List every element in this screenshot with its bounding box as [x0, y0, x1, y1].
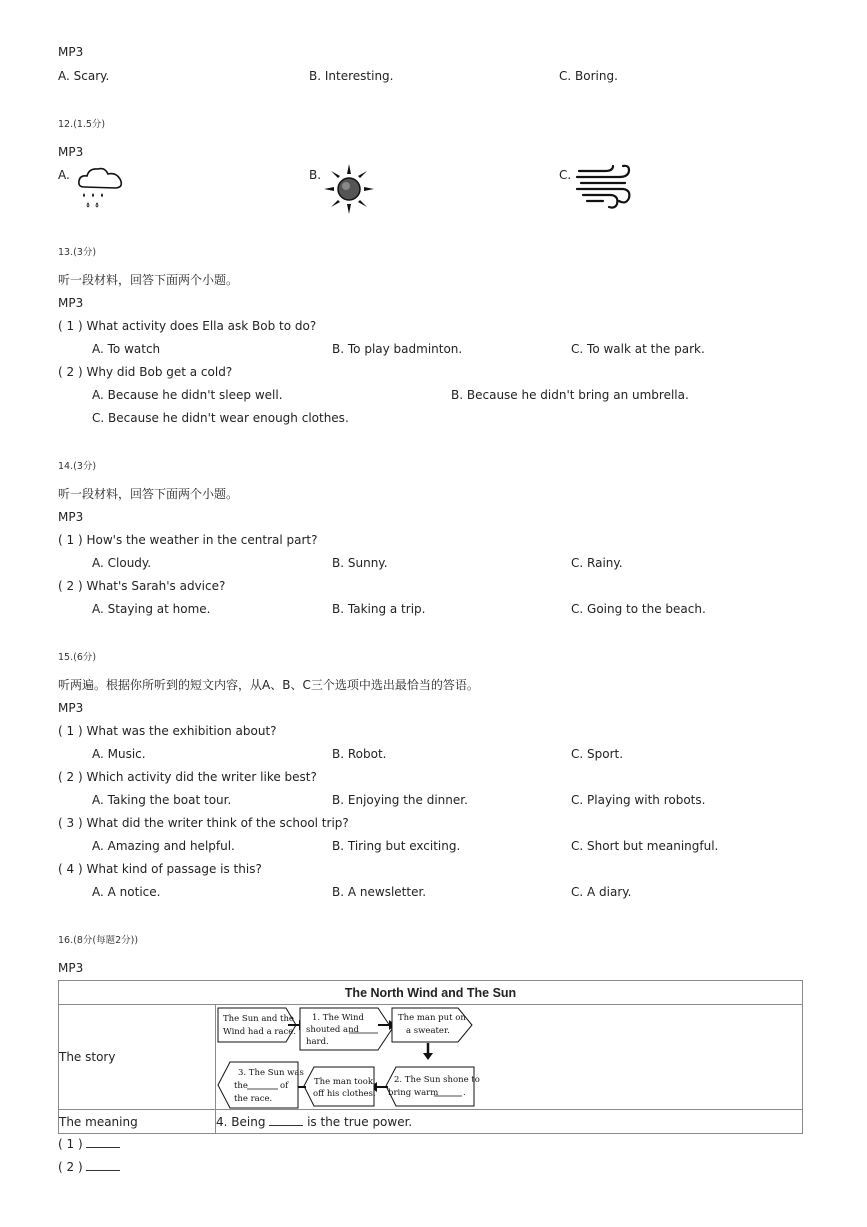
story-flowchart-cell [216, 1005, 803, 1110]
flow-text: 3. The Sun was [238, 1068, 304, 1078]
option-b[interactable]: B. Tiring but exciting. [332, 839, 461, 853]
mp3-label[interactable]: MP3 [58, 45, 84, 59]
row-label-story: The story [59, 1005, 216, 1110]
flow-text: hard. [306, 1037, 329, 1047]
mp3-label[interactable]: MP3 [58, 145, 84, 159]
option-c[interactable]: C. Playing with robots. [571, 793, 706, 807]
option-c[interactable]: C. Going to the beach. [571, 602, 706, 616]
mp3-label[interactable]: MP3 [58, 701, 84, 715]
flow-box-5 [304, 1067, 376, 1106]
flow-text: off his clothes. [313, 1089, 376, 1099]
instruction-text: 听一段材料，回答下面两个小题。 [58, 273, 239, 287]
option-b[interactable]: B. Enjoying the dinner. [332, 793, 468, 807]
option-b[interactable]: B. Sunny. [332, 556, 388, 570]
sun-icon [324, 162, 374, 216]
answer-blank-2[interactable] [86, 1159, 120, 1171]
answer-line-1 [58, 1136, 120, 1152]
option-c[interactable]: C. Short but meaningful. [571, 839, 719, 853]
sub-question: ( 4 ) What kind of passage is this? [58, 862, 262, 876]
option-b[interactable] [309, 68, 394, 84]
flow-text: bring warm [388, 1088, 439, 1098]
flow-text: of [280, 1081, 289, 1091]
question-number: 16.(8分(每题2分)) [58, 935, 139, 946]
meaning-text-before: 4. Being [216, 1115, 266, 1129]
row-label-meaning: The meaning [59, 1110, 216, 1134]
answer-label: ( 2 ) [58, 1160, 83, 1174]
flow-box-3 [392, 1008, 472, 1042]
flow-box-1 [218, 1008, 296, 1042]
mp3-label[interactable]: MP3 [58, 510, 84, 524]
option-c[interactable]: C. To walk at the park. [571, 342, 705, 356]
option-a[interactable]: A. Cloudy. [92, 556, 152, 570]
story-flowchart [216, 1005, 802, 1109]
option-b[interactable]: B. Taking a trip. [332, 602, 426, 616]
flow-text: The Sun and the [223, 1014, 294, 1024]
option-c[interactable] [559, 68, 618, 84]
option-a[interactable]: A. To watch [92, 342, 161, 356]
flow-text: The man put on [398, 1013, 466, 1023]
flow-text: Wind had a race. [223, 1027, 297, 1037]
flow-text: the race. [234, 1094, 273, 1104]
option-b[interactable]: B. To play badminton. [332, 342, 463, 356]
arrow-down-icon [423, 1043, 433, 1060]
sub-question: ( 2 ) Why did Bob get a cold? [58, 365, 233, 379]
answer-blank-1[interactable] [86, 1136, 120, 1148]
answer-line-2 [58, 1159, 120, 1175]
option-a[interactable]: A. Taking the boat tour. [92, 793, 232, 807]
answer-label: ( 1 ) [58, 1137, 83, 1151]
sub-question: ( 3 ) What did the writer think of the school trip? [58, 816, 349, 830]
instruction-text: 听两遍。根据你所听到的短文内容，从A、B、C三个选项中选出最恰当的答语。 [58, 678, 479, 692]
answer-blank-4[interactable] [269, 1114, 303, 1126]
option-text: Interesting. [324, 69, 394, 83]
option-c[interactable]: C. Sport. [571, 747, 624, 761]
option-c-letter[interactable]: C. [559, 168, 572, 182]
flow-text: 2. The Sun shone to [394, 1075, 480, 1085]
option-a[interactable]: A. Music. [92, 747, 146, 761]
wind-icon [575, 163, 633, 211]
option-b[interactable]: B. A newsletter. [332, 885, 427, 899]
sub-question: ( 2 ) What's Sarah's advice? [58, 579, 226, 593]
option-a[interactable]: A. Amazing and helpful. [92, 839, 235, 853]
option-c[interactable]: C. A diary. [571, 885, 632, 899]
option-a[interactable]: A. Staying at home. [92, 602, 211, 616]
option-c[interactable]: C. Because he didn't wear enough clothes. [92, 411, 349, 425]
table-title: The North Wind and The Sun [59, 981, 803, 1005]
option-letter: C. [559, 69, 572, 83]
option-a[interactable] [58, 68, 109, 84]
sub-question: ( 1 ) What was the exhibition about? [58, 724, 277, 738]
instruction-text: 听一段材料，回答下面两个小题。 [58, 487, 239, 501]
flow-text: a sweater. [406, 1026, 450, 1036]
meaning-cell [216, 1110, 803, 1134]
flow-text: shouted and [306, 1025, 360, 1035]
svg-text:.: . [463, 1088, 466, 1098]
question-number: 12.(1.5分) [58, 119, 106, 130]
mp3-label[interactable]: MP3 [58, 961, 84, 975]
question-number: 14.(3分) [58, 461, 97, 472]
flow-text: 1. The Wind [312, 1013, 364, 1023]
flow-text: the [234, 1081, 248, 1091]
option-b-letter[interactable]: B. [309, 168, 322, 182]
story-table [58, 980, 803, 1134]
option-a[interactable]: A. Because he didn't sleep well. [92, 388, 283, 402]
sub-question: ( 1 ) How's the weather in the central part? [58, 533, 318, 547]
option-letter: B. [309, 69, 322, 83]
flow-box-4 [386, 1067, 480, 1106]
question-number: 15.(6分) [58, 652, 97, 663]
flow-text: The man took [314, 1077, 373, 1087]
option-b[interactable]: B. Because he didn't bring an umbrella. [451, 388, 689, 402]
option-c[interactable]: C. Rainy. [571, 556, 623, 570]
option-a-letter[interactable]: A. [58, 168, 70, 182]
question-number: 13.(3分) [58, 247, 97, 258]
rain-cloud-icon [76, 162, 126, 212]
flow-box-6 [218, 1062, 304, 1108]
sub-question: ( 2 ) Which activity did the writer like best? [58, 770, 317, 784]
meaning-text-after: is the true power. [307, 1115, 413, 1129]
option-b[interactable]: B. Robot. [332, 747, 387, 761]
option-text: Boring. [575, 69, 618, 83]
sub-question: ( 1 ) What activity does Ella ask Bob to do? [58, 319, 317, 333]
flow-box-2 [300, 1008, 392, 1050]
option-text: Scary. [73, 69, 110, 83]
mp3-label[interactable]: MP3 [58, 296, 84, 310]
option-letter: A. [58, 69, 70, 83]
option-a[interactable]: A. A notice. [92, 885, 161, 899]
